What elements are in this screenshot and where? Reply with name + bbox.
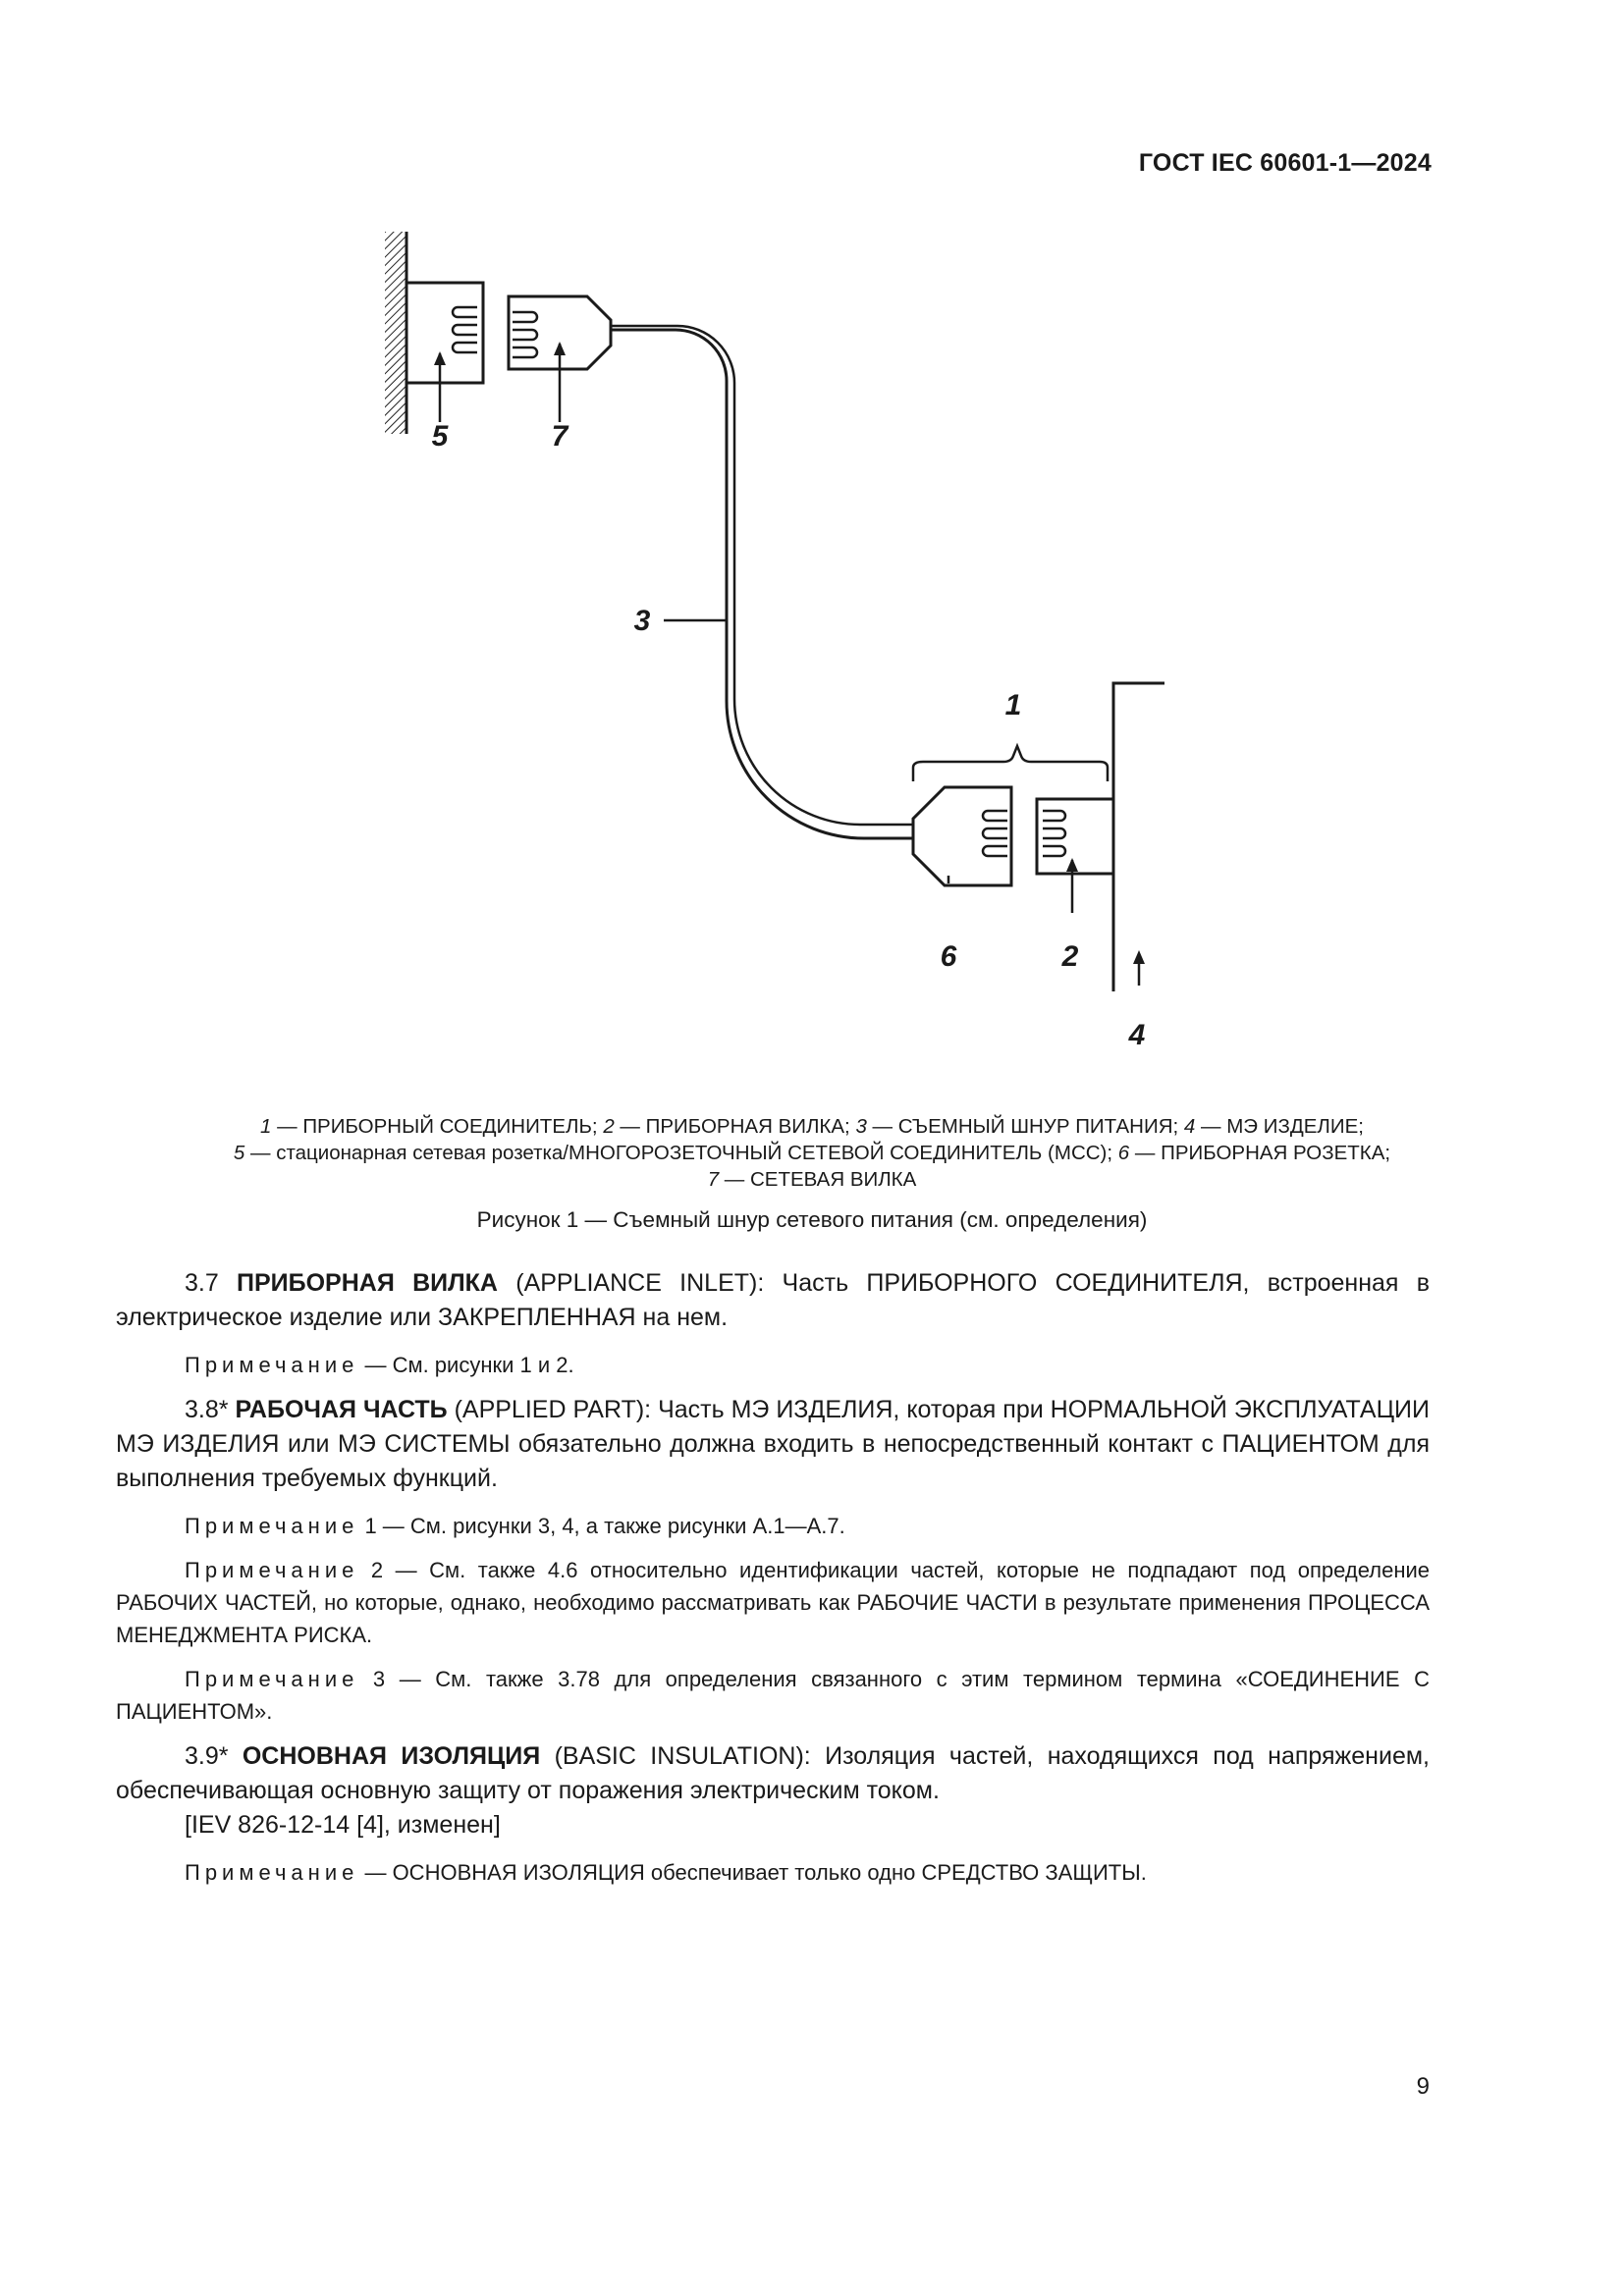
figure-legend	[128, 1113, 1496, 1193]
term-name: ОСНОВНАЯ ИЗОЛЯЦИЯ	[242, 1742, 541, 1770]
label-5: 5	[431, 420, 449, 453]
me-equipment-4	[1113, 683, 1164, 991]
legend-text-3: — СЪЕМНЫЙ ШНУР ПИТАНИЯ;	[866, 1115, 1184, 1138]
detachable-cord-3	[611, 326, 913, 844]
definition-text: (BASIC INSULATION): Изоляция частей, находящихся под напряжением, обеспечивающая основную защиту от поражения электрическим током.	[116, 1742, 1430, 1804]
note-text: 1 — См. рисунки 3, 4, а также рисунки А.1—А.7.	[358, 1514, 845, 1538]
legend-text-5: — стационарная сетевая розетка/МНОГОРОЗЕТОЧНЫЙ СЕТЕВОЙ СОЕДИНИТЕЛЬ (МСС);	[244, 1142, 1118, 1164]
legend-text-4: — МЭ ИЗДЕЛИЕ;	[1195, 1115, 1364, 1138]
legend-key-2: 2	[603, 1115, 615, 1138]
clause-number: 3.9*	[185, 1742, 243, 1770]
appliance-inlet-2	[1037, 799, 1113, 913]
label-4: 4	[1128, 1019, 1146, 1051]
note-label: Примечание	[185, 1514, 359, 1538]
definition-3-9	[116, 1739, 1430, 1808]
legend-key-6: 6	[1117, 1142, 1130, 1164]
legend-key-1: 1	[260, 1115, 272, 1138]
note-text: — ОСНОВНАЯ ИЗОЛЯЦИЯ обеспечивает только одно СРЕДСТВО ЗАЩИТЫ.	[358, 1860, 1147, 1885]
label-3: 3	[633, 605, 651, 637]
legend-key-4: 4	[1183, 1115, 1196, 1138]
socket-outlet-5	[406, 283, 483, 383]
note-label: Примечание	[185, 1860, 359, 1885]
document-body	[116, 1266, 1430, 1900]
wall-outlet-group	[385, 232, 483, 434]
term-name: ПРИБОРНАЯ ВИЛКА	[237, 1269, 498, 1297]
legend-key-7: 7	[707, 1168, 720, 1191]
document-header: ГОСТ IEC 60601-1—2024	[1138, 149, 1432, 177]
label-7: 7	[551, 420, 568, 453]
label-2: 2	[1061, 940, 1079, 973]
note-label: Примечание	[185, 1667, 359, 1691]
appliance-connector-6	[913, 787, 1011, 885]
definition-text: (APPLIED PART): Часть МЭ ИЗДЕЛИЯ, которая при НОРМАЛЬНОЙ ЭКСПЛУАТАЦИИ МЭ ИЗДЕЛИЯ или МЭ СИСТЕМЫ обязательно должна входить в непосредственный контакт с ПАЦИЕНТОМ для выполнения требуемых функций.	[116, 1396, 1430, 1492]
page-number: 9	[1416, 2073, 1430, 2100]
legend-text-7: — СЕТЕВАЯ ВИЛКА	[719, 1168, 917, 1191]
brace-1	[913, 746, 1108, 781]
note-text: — См. рисунки 1 и 2.	[358, 1353, 574, 1377]
note-3-9	[116, 1856, 1430, 1889]
note-text: 3 — См. также 3.78 для определения связанного с этим термином термина «СОЕДИНЕНИЕ С ПАЦИЕНТОМ».	[116, 1667, 1430, 1724]
label-6: 6	[940, 940, 957, 973]
socket-outlet-contacts	[453, 307, 477, 352]
note-3-8-3	[116, 1663, 1430, 1728]
note-text: 2 — См. также 4.6 относительно идентификации частей, которые не подпадают под определение РАБОЧИХ ЧАСТЕЙ, но которые, однако, необходимо рассматривать как РАБОЧИЕ ЧАСТИ в результате применения ПРОЦЕССА МЕНЕДЖМЕНТА РИСКА.	[116, 1558, 1430, 1647]
note-3-8-1	[116, 1510, 1430, 1542]
legend-key-5: 5	[233, 1142, 245, 1164]
note-label: Примечание	[185, 1558, 359, 1582]
note-3-8-2	[116, 1554, 1430, 1651]
legend-line-1	[128, 1113, 1496, 1140]
reference-3-9: [IEV 826-12-14 [4], изменен]	[185, 1811, 501, 1839]
note-label: Примечание	[185, 1353, 359, 1377]
clause-number: 3.7	[185, 1269, 238, 1297]
note-3-7	[116, 1349, 1430, 1381]
legend-key-3: 3	[855, 1115, 867, 1138]
definition-3-8	[116, 1393, 1430, 1496]
wall-hatching	[385, 232, 406, 434]
legend-text-2: — ПРИБОРНАЯ ВИЛКА;	[614, 1115, 856, 1138]
detachable-power-cord-figure	[0, 0, 1624, 1080]
legend-line-2	[128, 1140, 1496, 1166]
legend-text-1: — ПРИБОРНЫЙ СОЕДИНИТЕЛЬ;	[271, 1115, 604, 1138]
mains-plug-7	[509, 296, 611, 422]
definition-text: (APPLIANCE INLET): Часть ПРИБОРНОГО СОЕДИНИТЕЛЯ, встроенная в электрическое изделие или ЗАКРЕПЛЕННАЯ на нем.	[116, 1269, 1431, 1331]
term-name: РАБОЧАЯ ЧАСТЬ	[235, 1396, 448, 1423]
label-1: 1	[1004, 689, 1022, 721]
figure-caption: Рисунок 1 — Съемный шнур сетевого питания (см. определения)	[476, 1207, 1148, 1232]
legend-text-6: — ПРИБОРНАЯ РОЗЕТКА;	[1129, 1142, 1391, 1164]
clause-number: 3.8*	[185, 1396, 236, 1423]
legend-line-3	[128, 1166, 1496, 1193]
definition-3-7	[116, 1266, 1430, 1335]
